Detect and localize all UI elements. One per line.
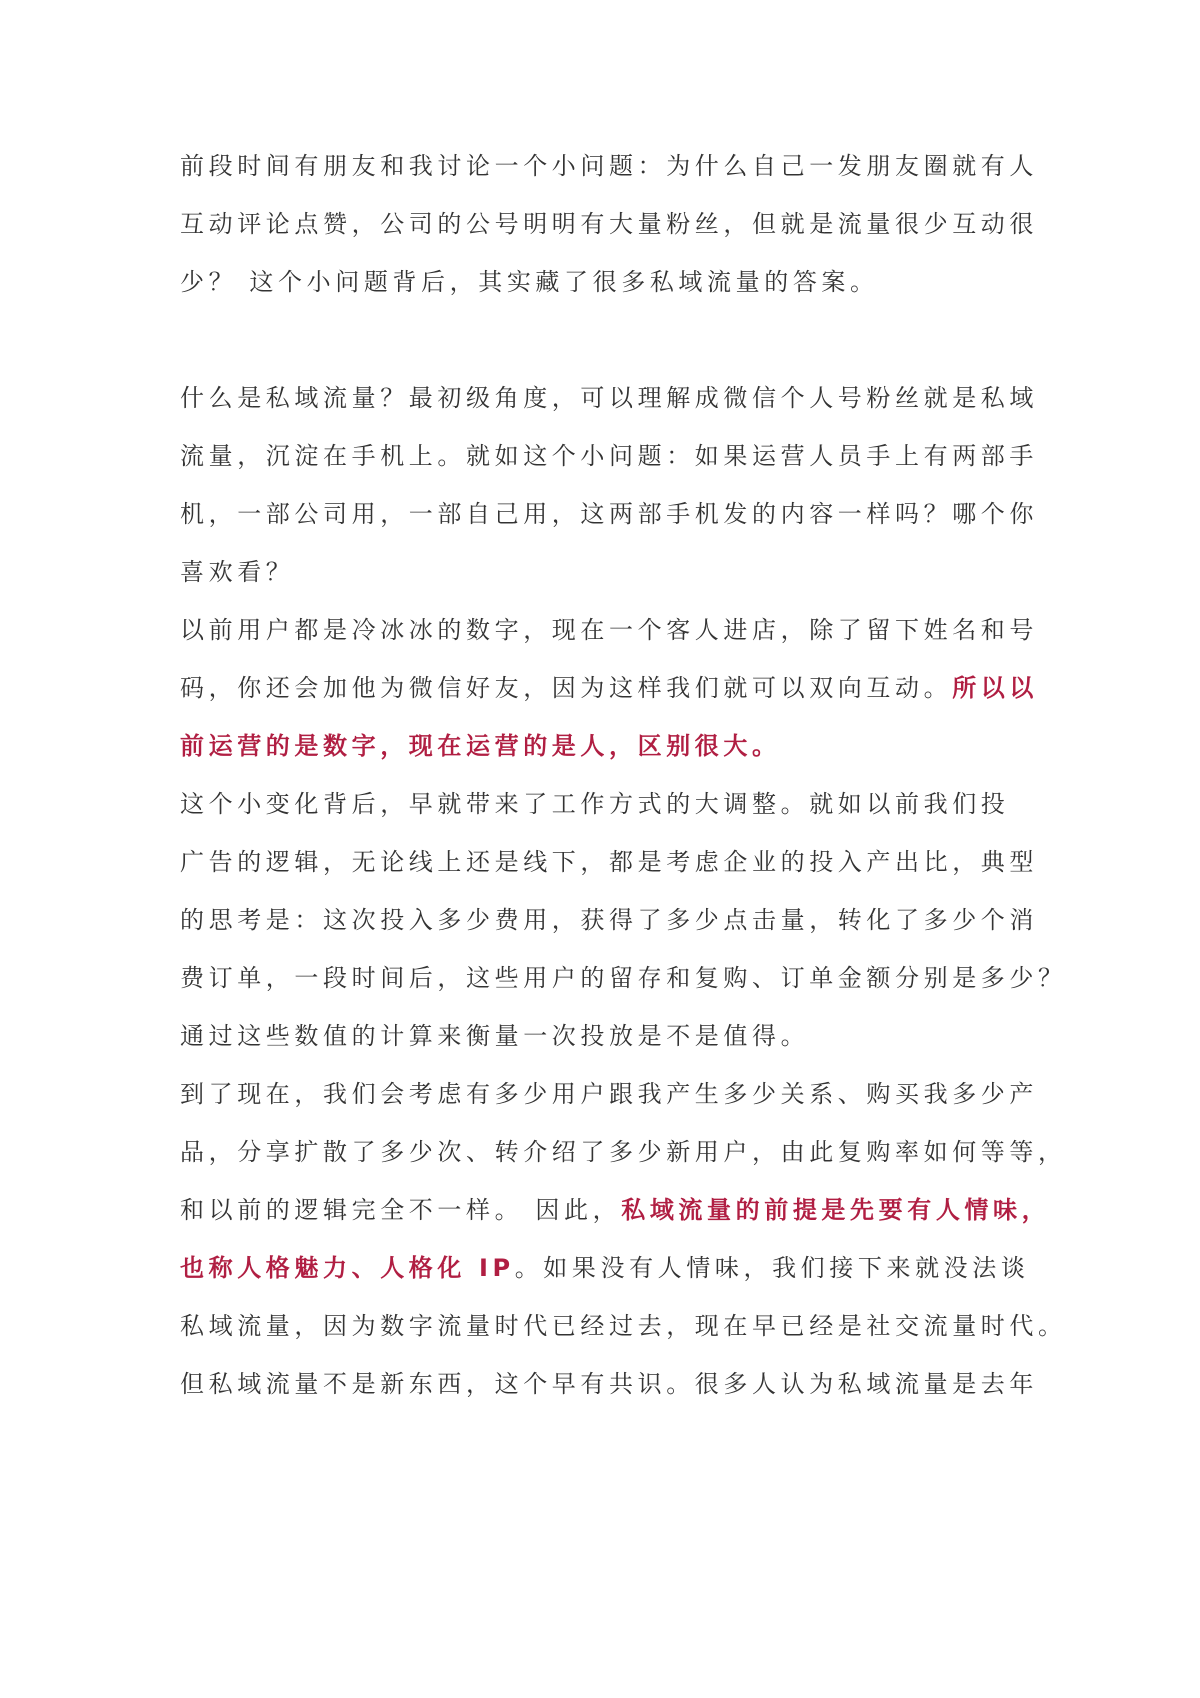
paragraph-line [180,846,1038,878]
paragraph-line [180,1078,1038,1110]
text-run: 以前用户都是冷冰冰的数字，现在一个客人进店，除了留下姓名和号 [180,616,1038,644]
highlighted-text: 所以以 [952,674,1039,702]
paragraph-line [180,1310,1067,1342]
paragraph-line [180,1136,1067,1168]
paragraph-line [180,1020,1030,1052]
paragraph-line [180,904,1038,936]
paragraph-line [180,788,1030,820]
text-run: 少？ 这个小问题背后，其实藏了很多私域流量的答案。 [180,268,879,296]
text-run: 什么是私域流量？最初级角度，可以理解成微信个人号粉丝就是私域 [180,384,1038,412]
paragraph-line [180,672,1039,704]
text-run: 但私域流量不是新东西，这个早有共识。很多人认为私域流量是去年 [180,1370,1038,1398]
paragraph-line [180,498,1038,530]
paragraph-line [180,556,1030,588]
highlighted-text: 私域流量的前提是先要有人情味， [621,1196,1051,1224]
text-run: 品，分享扩散了多少次、转介绍了多少新用户，由此复购率如何等等， [180,1138,1067,1166]
paragraph-line [180,730,1030,762]
paragraph-line [180,614,1038,646]
text-run: 私域流量，因为数字流量时代已经过去，现在早已经是社交流量时代。 [180,1312,1067,1340]
paragraph-line [180,1252,1030,1284]
paragraph-line [180,440,1038,472]
text-run: 到了现在，我们会考虑有多少用户跟我产生多少关系、购买我多少产 [180,1080,1038,1108]
paragraph-line [180,1368,1038,1400]
text-run: 通过这些数值的计算来衡量一次投放是不是值得。 [180,1022,810,1050]
highlighted-text: 前运营的是数字，现在运营的是人，区别很大。 [180,732,781,760]
text-run: 前段时间有朋友和我讨论一个小问题：为什么自己一发朋友圈就有人 [180,152,1038,180]
paragraph-line [180,150,1038,182]
text-run: 的思考是：这次投入多少费用，获得了多少点击量，转化了多少个消 [180,906,1038,934]
paragraph-line [180,266,1030,298]
text-run: 码，你还会加他为微信好友，因为这样我们就可以双向互动。 [180,674,953,702]
text-run: 喜欢看？ [180,558,295,586]
paragraph-line [180,382,1038,414]
highlighted-text: 也称人格魅力、人格化 IP [180,1254,515,1282]
text-run: 广告的逻辑，无论线上还是线下，都是考虑企业的投入产出比，典型 [180,848,1038,876]
text-run: 这个小变化背后，早就带来了工作方式的大调整。就如以前我们投 [180,790,1010,818]
text-run: 和以前的逻辑完全不一样。 因此， [180,1196,622,1224]
paragraph-line [180,208,1038,240]
text-run: 机，一部公司用，一部自己用，这两部手机发的内容一样吗？哪个你 [180,500,1038,528]
text-run: 。如果没有人情味，我们接下来就没法谈 [514,1254,1030,1282]
text-run: 互动评论点赞，公司的公号明明有大量粉丝，但就是流量很少互动很 [180,210,1038,238]
text-run: 流量，沉淀在手机上。就如这个小问题：如果运营人员手上有两部手 [180,442,1038,470]
paragraph-line [180,962,1067,994]
text-run: 费订单，一段时间后，这些用户的留存和复购、订单金额分别是多少？ [180,964,1067,992]
paragraph-line [180,1194,1051,1226]
